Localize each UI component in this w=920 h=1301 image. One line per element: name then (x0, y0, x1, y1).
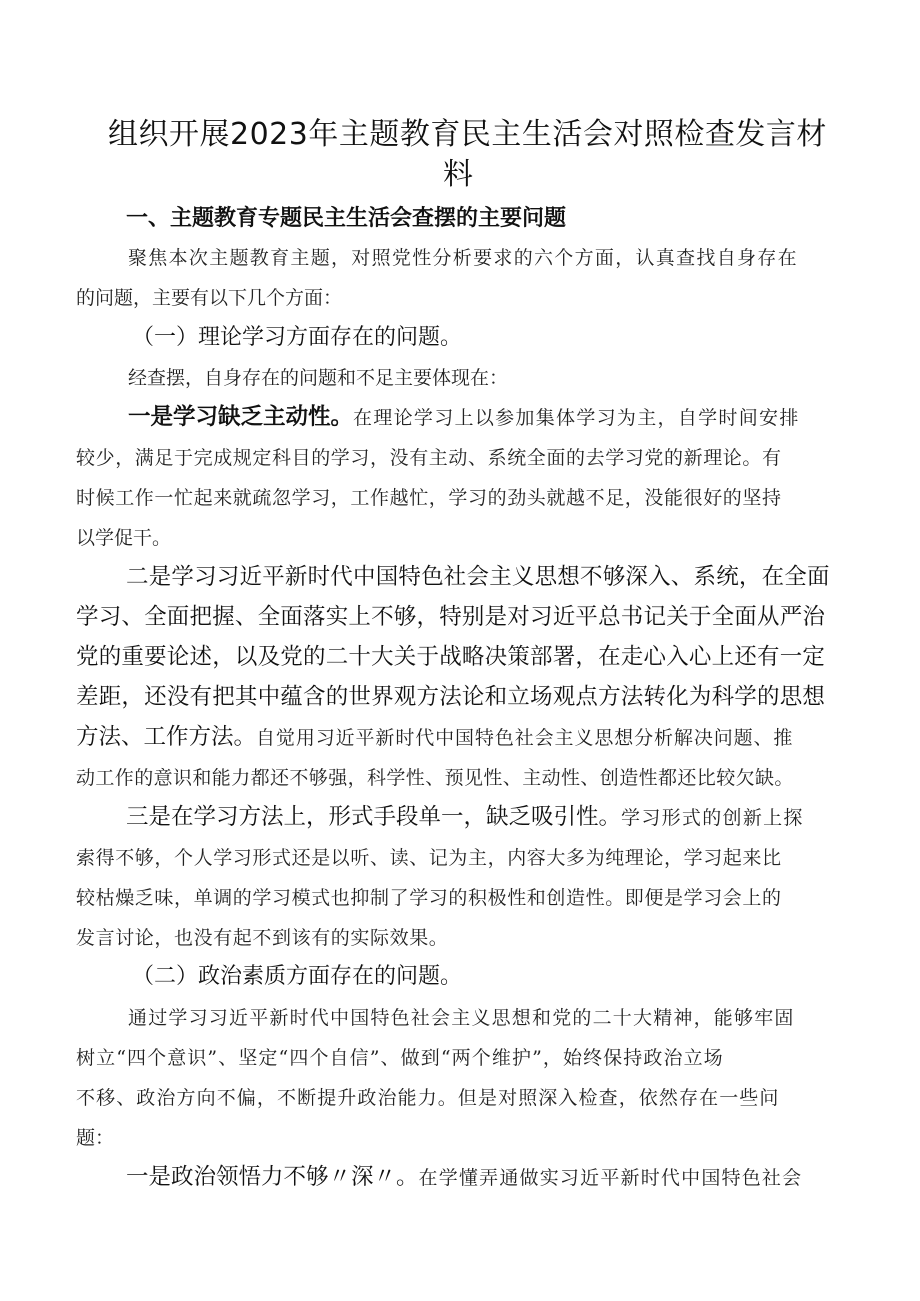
paragraph-2-line-5-lead: 方法、工作方法。 (76, 724, 257, 750)
document-title-line-2: 料 (443, 157, 474, 192)
paragraph-2-line-4: 差距，还没有把其中蕴含的世界观方法论和立场观点方法转化为科学的思想 (76, 684, 826, 710)
paragraph-4-line-1: 通过学习习近平新时代中国特色社会主义思想和党的二十大精神，能够牢固 (128, 1007, 795, 1029)
section-heading-1: 一、主题教育专题民主生活会查摆的主要问题 (126, 206, 567, 231)
paragraph-3-line-1-text: 学习形式的创新上探 (621, 807, 804, 829)
intro-paragraph-line-2: 的问题，主要有以下几个方面： (76, 287, 343, 309)
paragraph-2-line-2: 学习、全面把握、全面落实上不够，特别是对习近平总书记关于全面从严治 (76, 604, 826, 630)
paragraph-1-line-2: 较少，满足于完成规定科目的学习，没有主动、系统全面的去学习党的新理论。有 (76, 447, 782, 469)
paragraph-1-line-4: 以学促干。 (76, 527, 172, 549)
paragraph-2-line-1: 二是学习习近平新时代中国特色社会主义思想不够深入、系统，在全面 (126, 564, 830, 590)
paragraph-5-line-1 (126, 1166, 802, 1189)
paragraph-2-line-3: 党的重要论述，以及党的二十大关于战略决策部署，在走心入心上还有一定 (76, 644, 826, 670)
paragraph-1-line-1 (128, 406, 800, 429)
paragraph-3-lead: 三是在学习方法上，形式手段单一，缺乏吸引性。 (126, 804, 622, 830)
document-title-line-1: 组织开展2023年主题教育民主生活会对照检查发言材 (108, 117, 827, 152)
paragraph-3-line-2: 索得不够，个人学习形式还是以听、读、记为主，内容大多为纯理论，学习起来比 (76, 847, 782, 869)
subsection-1-intro: 经查摆，自身存在的问题和不足主要体现在： (128, 367, 509, 389)
paragraph-2-line-5 (76, 726, 793, 749)
paragraph-2-line-5-text: 自觉用习近平新时代中国特色社会主义思想分析解决问题、推 (256, 727, 794, 749)
paragraph-1-line-3: 时候工作一忙起来就疏忽学习，工作越忙，学习的劲头就越不足，没能很好的坚持 (76, 487, 782, 509)
paragraph-2-line-6: 动工作的意识和能力都还不够强，科学性、预见性、主动性、创造性都还比较欠缺。 (76, 767, 794, 789)
paragraph-1-line-1-text: 在理论学习上以参加集体学习为主，自学时间安排 (353, 407, 800, 429)
paragraph-4-line-2: 树立“四个意识”、坚定“四个自信”、做到“两个维护”，始终保持政治立场 (76, 1047, 724, 1069)
subsection-heading-1: （一）理论学习方面存在的问题。 (132, 325, 463, 350)
paragraph-5-line-1-text: 在学懂弄通做实习近平新时代中国特色社会 (418, 1167, 803, 1189)
paragraph-3-line-4: 发言讨论，也没有起不到该有的实际效果。 (76, 927, 449, 949)
paragraph-4-line-3: 不移、政治方向不偏，不断提升政治能力。但是对照深入检查，依然存在一些问 (76, 1087, 780, 1109)
paragraph-4-line-4: 题： (76, 1127, 115, 1149)
paragraph-3-line-3: 较枯燥乏味，单调的学习模式也抑制了学习的积极性和创造性。即便是学习会上的 (76, 887, 782, 909)
paragraph-1-lead: 一是学习缺乏主动性。 (128, 404, 354, 430)
paragraph-5-lead: 一是政治领悟力不够〃深〃。 (126, 1164, 419, 1190)
intro-paragraph-line-1: 聚焦本次主题教育主题，对照党性分析要求的六个方面，认真查找自身存在 (128, 247, 798, 269)
subsection-heading-2: （二）政治素质方面存在的问题。 (132, 964, 463, 989)
paragraph-3-line-1 (126, 806, 804, 829)
